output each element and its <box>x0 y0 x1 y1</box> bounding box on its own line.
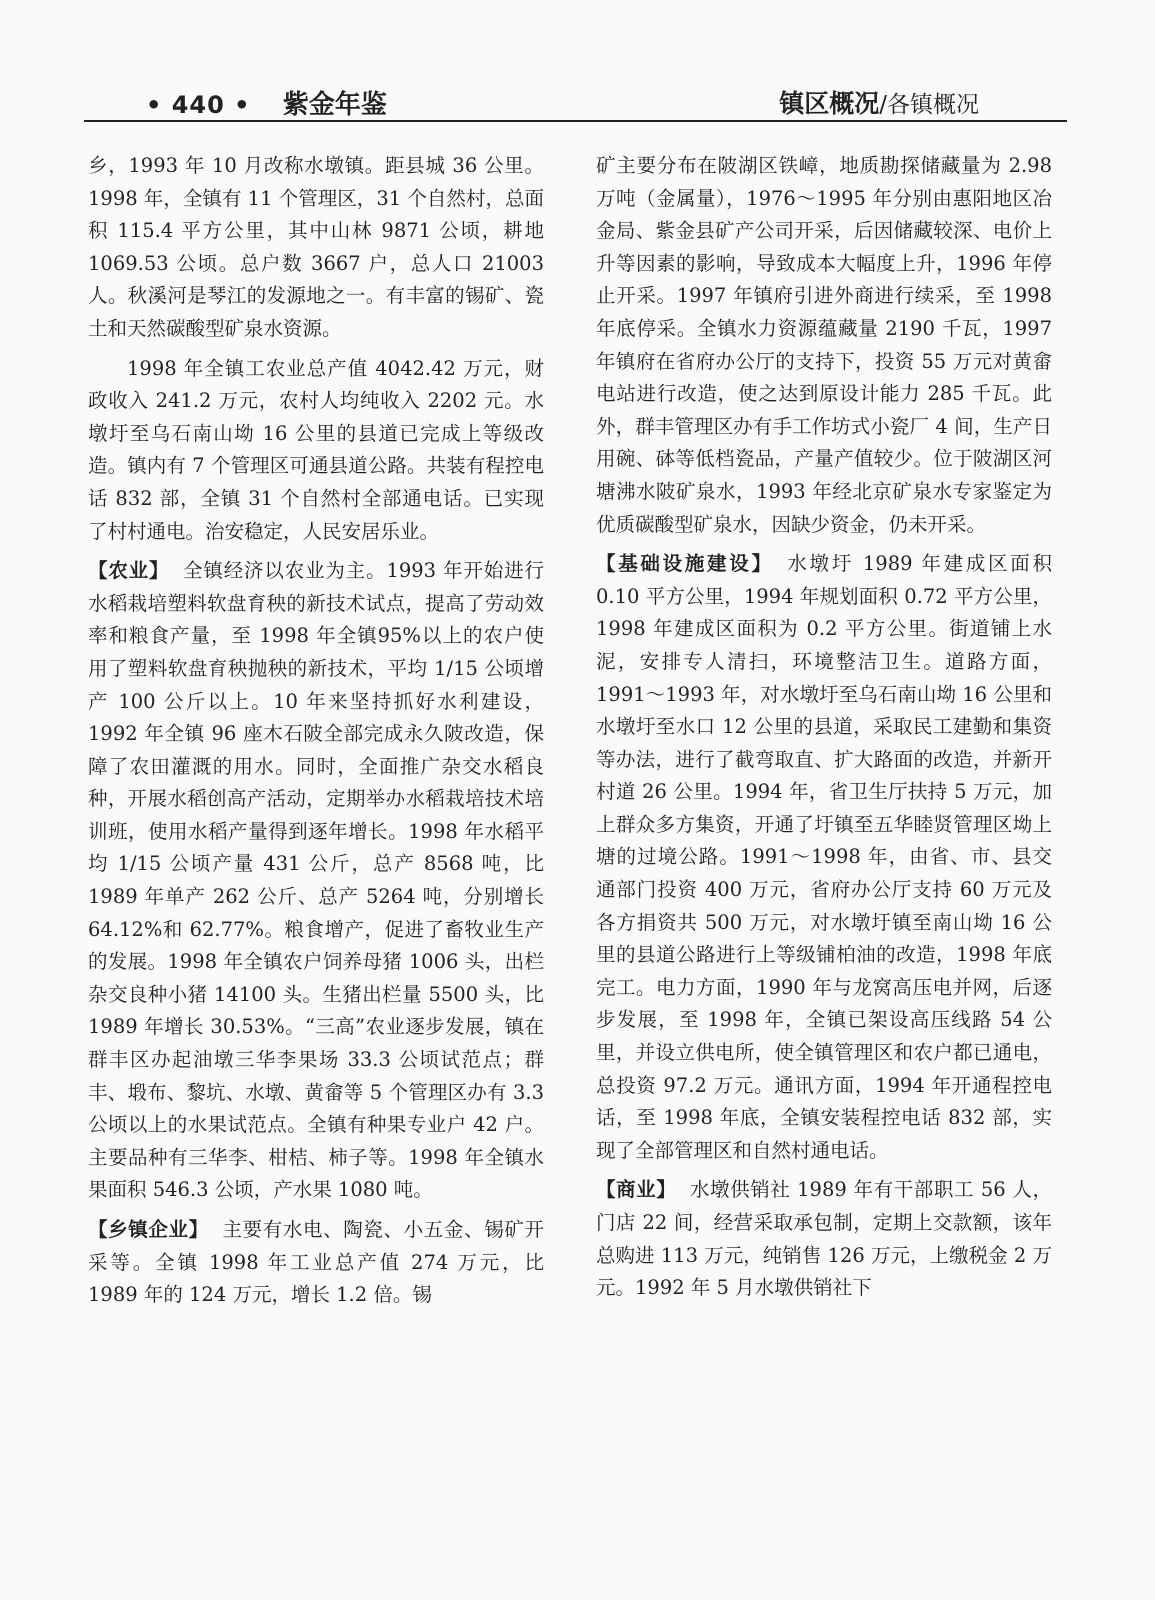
section-heading: 【农业】 <box>88 559 170 583</box>
header-left <box>146 84 387 121</box>
header-right <box>779 84 979 120</box>
section-commerce <box>596 1174 1052 1304</box>
section-heading: 【基础设施建设】 <box>596 552 774 576</box>
book-title: 紫金年鉴 <box>282 90 387 120</box>
paragraph: 1998 年全镇工农业总产值 4042.42 万元，财政收入 241.2 万元，农村人均纯收入 2202 元。水墩圩至乌石南山坳 16 公里的县道已完成上等级改造。镇内有 7 个管理区可通县道公路。共装有程控电话 832 部，全镇 31 个自然村全部通电话。已实现了村村通电。治安稳定，人民安居乐业。 <box>88 356 544 543</box>
section-body: 全镇经济以农业为主。1993 年开始进行水稻栽培塑料软盘育秧的新技术试点，提高了劳动效率和粮食产量，至 1998 年全镇95%以上的农户使用了塑料软盘育秧抛秧的新技术，平均 1/15 公顷增产 100 公斤以上。10 年来坚持抓好水利建设，1992 年全镇 96 座木石陂全部完成永久陂改造，保障了农田灌溉的用水。同时，全面推广杂交水稻良种，开展水稻创高产活动，定期举办水稻栽培技术培训班，使用水稻产量得到逐年增长。1998 年水稻平均 1/15 公顷产量 431 公斤，总产 8568 吨，比 1989 年单产 262 公斤、总产 5264 吨，分别增长 64.12%和 62.77%。粮食增产，促进了畜牧业生产的发展。1998 年全镇农户饲养母猪 1006 头，出栏杂交良种小猪 14100 头。生猪出栏量 5500 头，比 1989 年增长 30.53%。“三高”农业逐步发展，镇在群丰区办起油墩三华李果场 33.3 公顷试范点；群丰、塅布、黎坑、水墩、黄畲等 5 个管理区办有 3.3 公顷以上的水果试范点。全镇有种果专业户 42 户。主要品种有三华李、柑桔、柿子等。1998 年全镇水果面积 546.3 公顷，产水果 1080 吨。 <box>88 559 544 1202</box>
page-header <box>84 78 1067 120</box>
subsection-title: /各镇概况 <box>879 92 979 118</box>
section-enterprise <box>88 1214 544 1312</box>
header-rule <box>84 120 1067 122</box>
paragraph: 矿主要分布在陂湖区铁嶂，地质勘探储藏量为 2.98 万吨（金属量），1976～1995 年分别由惠阳地区冶金局、紫金县矿产公司开采，后因储藏较深、电价上升等因素的影响，导致成本大幅度上升，1996 年停止开采。1997 年镇府引进外商进行续采，至 1998 年底停采。全镇水力资源蕴藏量 2190 千瓦，1997 年镇府在省府办公厅的支持下，投资 55 万元对黄畲电站进行改造，使之达到原设计能力 285 千瓦。此外，群丰管理区办有手工作坊式小瓷厂 4 间，生产日用碗、砵等低档瓷品，产量产值较少。位于陂湖区河塘沸水陂矿泉水，1993 年经北京矿泉水专家鉴定为优质碳酸型矿泉水，因缺少资金，仍未开采。 <box>596 154 1052 536</box>
section-agriculture <box>88 555 544 1207</box>
section-infrastructure <box>596 548 1052 1167</box>
right-column <box>596 150 1052 1305</box>
left-column <box>88 150 544 1312</box>
section-heading: 【乡镇企业】 <box>88 1218 209 1241</box>
paragraph: 乡，1993 年 10 月改称水墩镇。距县城 36 公里。1998 年，全镇有 11 个管理区，31 个自然村，总面积 115.4 平方公里，其中山林 9871 公顷，耕地 1069.53 公顷。总户数 3667 户，总人口 21003 人。秋溪河是琴江的发源地之一。有丰富的锡矿、瓷土和天然碳酸型矿泉水资源。 <box>88 154 544 340</box>
section-title: 镇区概况 <box>779 89 880 118</box>
section-body: 水墩圩 1989 年建成区面积 0.10 平方公里，1994 年规划面积 0.72 平方公里，1998 年建成区面积为 0.2 平方公里。街道铺上水泥，安排专人清扫，环境整洁卫生。道路方面，1991～1993 年，对水墩圩至乌石南山坳 16 公里和水墩圩至水口 12 公里的县道，采取民工建勤和集资等办法，进行了截弯取直、扩大路面的改造，并新开村道 26 公里。1994 年，省卫生厅扶持 5 万元，加上群众多方集资，开通了圩镇至五华睦贤管理区坳上塘的过境公路。1991～1998 年，由省、市、县交通部门投资 400 万元，省府办公厅支持 60 万元及各方捐资共 500 万元，对水墩圩镇至南山坳 16 公里的县道公路进行上等级铺柏油的改造，1998 年底完工。电力方面，1990 年与龙窝高压电并网，后逐步发展，至 1998 年，全镇已架设高压线路 54 公里，并设立供电所，使全镇管理区和农户都已通电，总投资 97.2 万元。通讯方面，1994 年开通程控电话，至 1998 年底，全镇安装程控电话 832 部，实现了全部管理区和自然村通电话。 <box>596 552 1052 1162</box>
section-heading: 【商业】 <box>596 1178 677 1202</box>
page-number: • 440 • <box>146 91 251 119</box>
section-body: 水墩供销社 1989 年有干部职工 56 人，门店 22 间，经营采取承包制，定期上交款额，该年总购进 113 万元，纯销售 126 万元，上缴税金 2 万元。1992 年 5 月水墩供销社下 <box>596 1178 1052 1300</box>
section-body: 主要有水电、陶瓷、小五金、锡矿开采等。全镇 1998 年工业总产值 274 万元，比 1989 年的 124 万元，增长 1.2 倍。锡 <box>88 1218 544 1307</box>
